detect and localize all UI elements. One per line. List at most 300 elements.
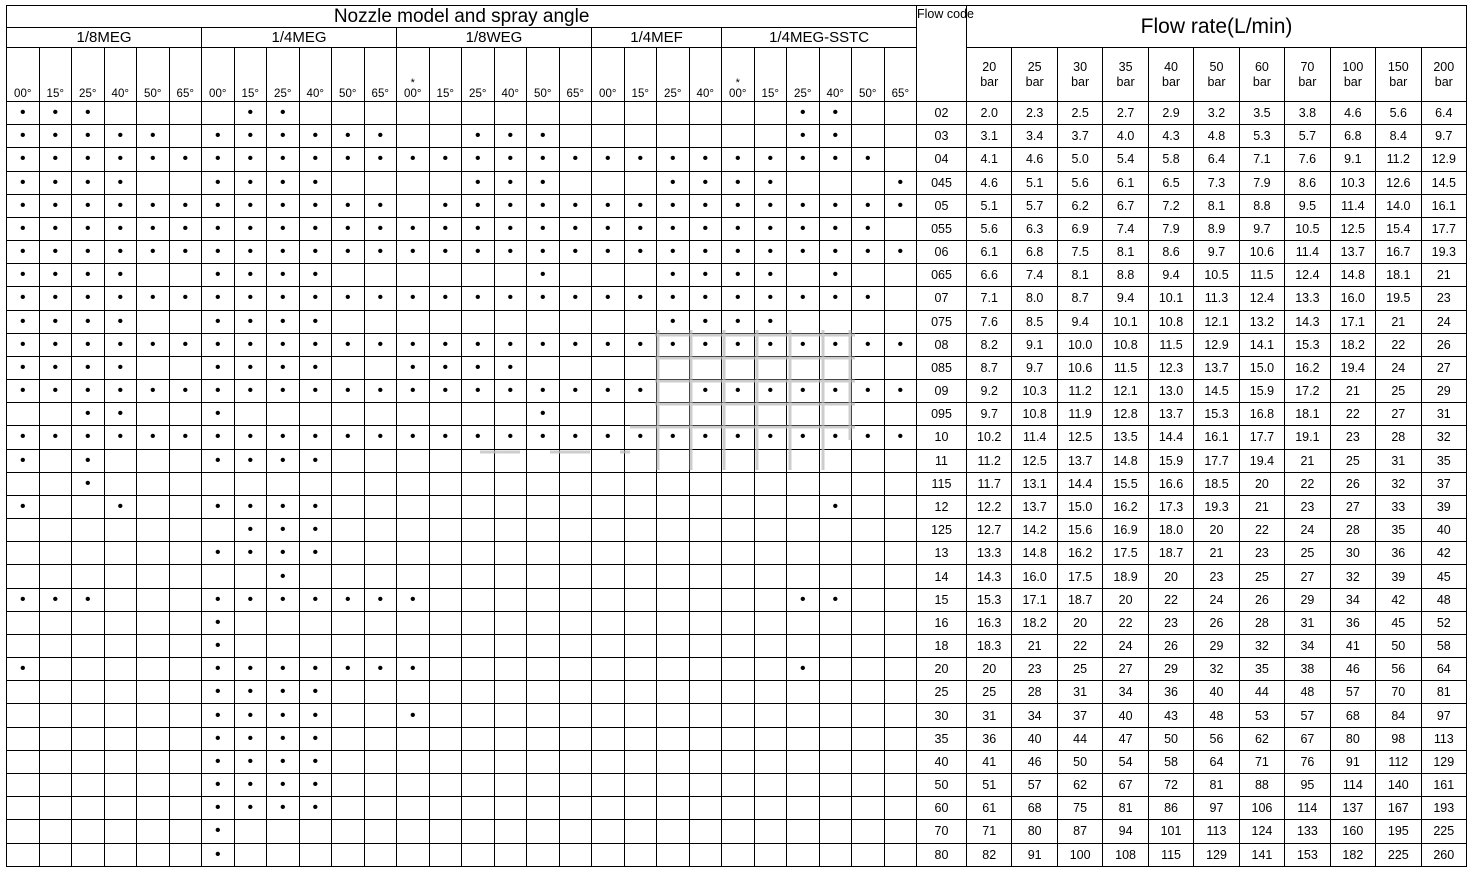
availability-cell: • bbox=[657, 287, 690, 310]
nozzle-row bbox=[7, 426, 917, 449]
flow-value-cell: 32 bbox=[1421, 426, 1467, 449]
flow-value-cell: 20 bbox=[967, 658, 1012, 681]
availability-cell: • bbox=[7, 171, 40, 194]
flow-value-cell: 16.6 bbox=[1148, 472, 1193, 495]
flow-value-cell: 16.1 bbox=[1421, 194, 1467, 217]
flow-code-cell: 075 bbox=[917, 310, 967, 333]
availability-cell: • bbox=[462, 356, 495, 379]
availability-cell: • bbox=[624, 148, 657, 171]
availability-cell bbox=[364, 310, 397, 333]
flow-value-cell: 19.1 bbox=[1285, 426, 1330, 449]
flow-value-cell: 10.0 bbox=[1057, 333, 1102, 356]
flow-value-cell: 11.2 bbox=[1057, 380, 1102, 403]
availability-cell: • bbox=[137, 426, 170, 449]
availability-cell bbox=[169, 797, 202, 820]
availability-cell bbox=[852, 542, 885, 565]
availability-cell: • bbox=[527, 403, 560, 426]
availability-cell bbox=[7, 681, 40, 704]
flow-value-cell: 81 bbox=[1421, 681, 1467, 704]
availability-cell: • bbox=[267, 333, 300, 356]
availability-cell bbox=[137, 588, 170, 611]
availability-cell bbox=[527, 773, 560, 796]
availability-cell: • bbox=[72, 241, 105, 264]
availability-cell bbox=[852, 125, 885, 148]
availability-cell: • bbox=[689, 333, 722, 356]
flow-value-cell: 81 bbox=[1194, 773, 1239, 796]
availability-cell bbox=[592, 634, 625, 657]
availability-cell: • bbox=[494, 194, 527, 217]
flow-value-cell: 18.1 bbox=[1376, 264, 1421, 287]
availability-cell bbox=[592, 681, 625, 704]
availability-cell bbox=[754, 356, 787, 379]
flow-value-cell: 12.1 bbox=[1194, 310, 1239, 333]
availability-cell bbox=[754, 102, 787, 125]
angle-label: 50° bbox=[859, 88, 877, 100]
availability-cell: • bbox=[787, 588, 820, 611]
availability-cell bbox=[592, 797, 625, 820]
availability-cell bbox=[852, 658, 885, 681]
flow-value-cell: 68 bbox=[1012, 797, 1057, 820]
availability-cell bbox=[884, 588, 917, 611]
availability-cell: • bbox=[169, 333, 202, 356]
availability-cell: • bbox=[39, 148, 72, 171]
flow-value-cell: 36 bbox=[967, 727, 1012, 750]
flow-value-cell: 4.6 bbox=[967, 171, 1012, 194]
availability-cell: • bbox=[819, 194, 852, 217]
star-mark: * bbox=[410, 77, 415, 89]
availability-cell: • bbox=[202, 773, 235, 796]
availability-cell: • bbox=[72, 356, 105, 379]
availability-cell bbox=[364, 264, 397, 287]
flow-value-cell: 26 bbox=[1421, 333, 1467, 356]
availability-cell bbox=[624, 681, 657, 704]
flow-row bbox=[917, 264, 1467, 287]
availability-cell: • bbox=[494, 356, 527, 379]
availability-cell bbox=[689, 403, 722, 426]
availability-cell: • bbox=[397, 217, 430, 240]
availability-cell bbox=[462, 102, 495, 125]
availability-cell bbox=[39, 797, 72, 820]
availability-cell: • bbox=[559, 426, 592, 449]
flow-value-cell: 20 bbox=[1239, 472, 1284, 495]
flow-row bbox=[917, 333, 1467, 356]
availability-cell bbox=[657, 704, 690, 727]
availability-cell: • bbox=[527, 125, 560, 148]
availability-cell bbox=[559, 634, 592, 657]
flow-value-cell: 26 bbox=[1194, 611, 1239, 634]
availability-cell: • bbox=[202, 403, 235, 426]
flow-value-cell: 26 bbox=[1330, 472, 1375, 495]
flow-value-cell: 9.7 bbox=[1194, 241, 1239, 264]
flow-value-cell: 153 bbox=[1285, 843, 1330, 866]
availability-cell: • bbox=[494, 426, 527, 449]
availability-cell bbox=[722, 403, 755, 426]
availability-cell: • bbox=[689, 264, 722, 287]
availability-cell bbox=[397, 449, 430, 472]
availability-cell bbox=[72, 820, 105, 843]
availability-cell: • bbox=[397, 148, 430, 171]
availability-cell: • bbox=[462, 241, 495, 264]
flow-row bbox=[917, 125, 1467, 148]
availability-cell: • bbox=[364, 333, 397, 356]
availability-cell: • bbox=[299, 194, 332, 217]
availability-cell bbox=[137, 102, 170, 125]
availability-cell bbox=[494, 634, 527, 657]
flow-value-cell: 12.6 bbox=[1376, 171, 1421, 194]
flow-value-cell: 12.1 bbox=[1103, 380, 1148, 403]
availability-cell: • bbox=[137, 241, 170, 264]
flow-value-cell: 61 bbox=[967, 797, 1012, 820]
availability-cell: • bbox=[267, 264, 300, 287]
flow-value-cell: 21 bbox=[1239, 495, 1284, 518]
availability-cell: • bbox=[7, 194, 40, 217]
flow-value-cell: 17.1 bbox=[1012, 588, 1057, 611]
availability-cell bbox=[527, 472, 560, 495]
flow-code-cell: 095 bbox=[917, 403, 967, 426]
flow-value-cell: 10.6 bbox=[1057, 356, 1102, 379]
availability-cell: • bbox=[559, 380, 592, 403]
flow-value-cell: 88 bbox=[1239, 773, 1284, 796]
availability-cell bbox=[364, 727, 397, 750]
nozzle-row bbox=[7, 542, 917, 565]
availability-cell bbox=[787, 634, 820, 657]
availability-cell bbox=[332, 542, 365, 565]
availability-cell bbox=[39, 750, 72, 773]
flow-value-cell: 22 bbox=[1148, 588, 1193, 611]
availability-cell bbox=[624, 542, 657, 565]
flow-value-cell: 2.5 bbox=[1057, 102, 1102, 125]
availability-cell: • bbox=[462, 217, 495, 240]
availability-cell: • bbox=[722, 264, 755, 287]
availability-cell: • bbox=[104, 495, 137, 518]
flow-code-cell: 07 bbox=[917, 287, 967, 310]
availability-cell: • bbox=[884, 426, 917, 449]
flow-rate-title: Flow rate(L/min) bbox=[967, 6, 1467, 48]
availability-cell: • bbox=[397, 333, 430, 356]
availability-cell bbox=[72, 611, 105, 634]
angle-header bbox=[494, 48, 527, 102]
availability-cell: • bbox=[364, 426, 397, 449]
availability-cell: • bbox=[819, 380, 852, 403]
availability-cell bbox=[137, 681, 170, 704]
flow-value-cell: 18.2 bbox=[1330, 333, 1375, 356]
availability-cell bbox=[722, 542, 755, 565]
availability-cell bbox=[657, 727, 690, 750]
flow-value-cell: 14.0 bbox=[1376, 194, 1421, 217]
availability-cell bbox=[267, 403, 300, 426]
flow-value-cell: 84 bbox=[1376, 704, 1421, 727]
availability-cell bbox=[527, 356, 560, 379]
availability-cell: • bbox=[364, 125, 397, 148]
nozzle-row bbox=[7, 727, 917, 750]
flow-value-cell: 22 bbox=[1057, 634, 1102, 657]
flow-code-cell: 14 bbox=[917, 565, 967, 588]
availability-cell bbox=[462, 472, 495, 495]
availability-cell bbox=[819, 472, 852, 495]
pressure-header: 30 bar bbox=[1057, 48, 1102, 102]
flow-value-cell: 25 bbox=[1330, 449, 1375, 472]
availability-cell: • bbox=[527, 426, 560, 449]
availability-cell bbox=[7, 472, 40, 495]
availability-cell bbox=[624, 565, 657, 588]
availability-cell bbox=[657, 380, 690, 403]
nozzle-row bbox=[7, 241, 917, 264]
angle-header bbox=[559, 48, 592, 102]
flow-value-cell: 8.6 bbox=[1148, 241, 1193, 264]
availability-cell: • bbox=[754, 380, 787, 403]
availability-cell: • bbox=[7, 658, 40, 681]
availability-cell bbox=[39, 681, 72, 704]
availability-cell bbox=[39, 472, 72, 495]
availability-cell: • bbox=[624, 426, 657, 449]
availability-cell bbox=[657, 681, 690, 704]
availability-cell: • bbox=[267, 658, 300, 681]
flow-value-cell: 11.3 bbox=[1194, 287, 1239, 310]
availability-cell: • bbox=[39, 380, 72, 403]
availability-cell: • bbox=[527, 264, 560, 287]
availability-cell: • bbox=[267, 102, 300, 125]
availability-cell: • bbox=[592, 241, 625, 264]
availability-cell: • bbox=[754, 264, 787, 287]
availability-cell bbox=[234, 472, 267, 495]
availability-cell: • bbox=[267, 194, 300, 217]
flow-value-cell: 8.8 bbox=[1239, 194, 1284, 217]
flow-value-cell: 11.5 bbox=[1103, 356, 1148, 379]
nozzle-row bbox=[7, 843, 917, 866]
availability-cell: • bbox=[39, 194, 72, 217]
flow-value-cell: 6.1 bbox=[1103, 171, 1148, 194]
availability-cell: • bbox=[852, 333, 885, 356]
availability-cell bbox=[592, 588, 625, 611]
availability-cell bbox=[754, 820, 787, 843]
availability-cell: • bbox=[299, 542, 332, 565]
flow-value-cell: 15.3 bbox=[1194, 403, 1239, 426]
availability-cell bbox=[852, 773, 885, 796]
flow-value-cell: 67 bbox=[1103, 773, 1148, 796]
flow-value-cell: 80 bbox=[1012, 820, 1057, 843]
availability-cell bbox=[527, 750, 560, 773]
availability-cell bbox=[624, 727, 657, 750]
availability-cell: • bbox=[754, 287, 787, 310]
flow-row bbox=[917, 287, 1467, 310]
availability-cell: • bbox=[7, 102, 40, 125]
availability-cell bbox=[39, 519, 72, 542]
flow-value-cell: 8.2 bbox=[967, 333, 1012, 356]
nozzle-row bbox=[7, 681, 917, 704]
angle-label: 00° bbox=[14, 88, 32, 100]
flow-value-cell: 8.1 bbox=[1194, 194, 1239, 217]
flow-value-cell: 91 bbox=[1330, 750, 1375, 773]
availability-cell: • bbox=[72, 287, 105, 310]
flow-row bbox=[917, 611, 1467, 634]
flow-value-cell: 46 bbox=[1330, 658, 1375, 681]
availability-cell: • bbox=[332, 241, 365, 264]
flow-value-cell: 27 bbox=[1376, 403, 1421, 426]
flow-row bbox=[917, 542, 1467, 565]
flow-value-cell: 37 bbox=[1421, 472, 1467, 495]
availability-cell bbox=[299, 634, 332, 657]
flow-value-cell: 30 bbox=[1330, 542, 1375, 565]
availability-cell: • bbox=[429, 356, 462, 379]
availability-cell bbox=[39, 403, 72, 426]
flow-code-cell: 70 bbox=[917, 820, 967, 843]
availability-cell: • bbox=[39, 217, 72, 240]
availability-cell bbox=[592, 773, 625, 796]
availability-cell: • bbox=[104, 194, 137, 217]
availability-cell: • bbox=[787, 287, 820, 310]
flow-value-cell: 23 bbox=[1148, 611, 1193, 634]
availability-cell bbox=[7, 542, 40, 565]
flow-row bbox=[917, 797, 1467, 820]
flow-value-cell: 23 bbox=[1194, 565, 1239, 588]
flow-value-cell: 29 bbox=[1285, 588, 1330, 611]
availability-cell: • bbox=[234, 797, 267, 820]
angle-header bbox=[234, 48, 267, 102]
availability-cell bbox=[559, 472, 592, 495]
availability-cell: • bbox=[72, 194, 105, 217]
availability-cell bbox=[884, 287, 917, 310]
flow-value-cell: 11.4 bbox=[1012, 426, 1057, 449]
angle-header bbox=[429, 48, 462, 102]
availability-cell bbox=[7, 797, 40, 820]
availability-cell bbox=[494, 264, 527, 287]
availability-cell bbox=[722, 565, 755, 588]
availability-cell bbox=[429, 704, 462, 727]
availability-cell: • bbox=[364, 217, 397, 240]
availability-cell: • bbox=[787, 333, 820, 356]
availability-cell bbox=[104, 820, 137, 843]
availability-cell: • bbox=[462, 194, 495, 217]
flow-value-cell: 9.7 bbox=[1012, 356, 1057, 379]
flow-value-cell: 13.5 bbox=[1103, 426, 1148, 449]
availability-cell bbox=[462, 658, 495, 681]
flow-value-cell: 24 bbox=[1421, 310, 1467, 333]
availability-cell bbox=[429, 750, 462, 773]
availability-cell: • bbox=[39, 102, 72, 125]
angle-header bbox=[202, 48, 235, 102]
flow-value-cell: 23 bbox=[1239, 542, 1284, 565]
availability-cell: • bbox=[234, 658, 267, 681]
availability-cell: • bbox=[559, 194, 592, 217]
flow-row bbox=[917, 403, 1467, 426]
availability-cell: • bbox=[397, 658, 430, 681]
availability-cell bbox=[169, 495, 202, 518]
availability-cell: • bbox=[267, 310, 300, 333]
availability-cell bbox=[494, 704, 527, 727]
availability-cell: • bbox=[527, 148, 560, 171]
availability-cell: • bbox=[657, 333, 690, 356]
availability-cell bbox=[169, 310, 202, 333]
availability-cell bbox=[364, 797, 397, 820]
availability-cell: • bbox=[332, 333, 365, 356]
availability-cell bbox=[364, 820, 397, 843]
pressure-header: 20 bar bbox=[967, 48, 1012, 102]
availability-cell: • bbox=[462, 287, 495, 310]
flow-value-cell: 31 bbox=[1421, 403, 1467, 426]
flow-value-cell: 106 bbox=[1239, 797, 1284, 820]
availability-cell: • bbox=[267, 565, 300, 588]
angle-header bbox=[332, 48, 365, 102]
angle-header bbox=[137, 48, 170, 102]
availability-cell: • bbox=[234, 727, 267, 750]
nozzle-row bbox=[7, 565, 917, 588]
availability-cell bbox=[169, 519, 202, 542]
availability-cell bbox=[429, 310, 462, 333]
flow-value-cell: 57 bbox=[1012, 773, 1057, 796]
flow-row bbox=[917, 588, 1467, 611]
availability-cell: • bbox=[754, 148, 787, 171]
availability-cell bbox=[852, 171, 885, 194]
availability-cell bbox=[39, 542, 72, 565]
availability-cell: • bbox=[202, 588, 235, 611]
availability-cell bbox=[364, 495, 397, 518]
flow-code-cell: 25 bbox=[917, 681, 967, 704]
availability-cell bbox=[202, 102, 235, 125]
availability-cell bbox=[299, 472, 332, 495]
availability-cell bbox=[494, 820, 527, 843]
availability-cell bbox=[397, 843, 430, 866]
availability-cell bbox=[169, 658, 202, 681]
availability-cell bbox=[462, 750, 495, 773]
availability-cell bbox=[689, 125, 722, 148]
flow-value-cell: 13.3 bbox=[1285, 287, 1330, 310]
flow-value-cell: 34 bbox=[1330, 588, 1375, 611]
availability-cell bbox=[7, 611, 40, 634]
flow-value-cell: 3.4 bbox=[1012, 125, 1057, 148]
flow-value-cell: 17.1 bbox=[1330, 310, 1375, 333]
availability-cell: • bbox=[7, 333, 40, 356]
availability-cell bbox=[754, 773, 787, 796]
availability-cell bbox=[852, 472, 885, 495]
availability-cell bbox=[169, 171, 202, 194]
availability-cell bbox=[527, 310, 560, 333]
availability-cell: • bbox=[234, 704, 267, 727]
availability-cell bbox=[624, 356, 657, 379]
availability-cell: • bbox=[819, 148, 852, 171]
availability-cell bbox=[884, 565, 917, 588]
flow-code-cell: 125 bbox=[917, 519, 967, 542]
availability-cell bbox=[462, 264, 495, 287]
availability-cell bbox=[364, 750, 397, 773]
flow-value-cell: 97 bbox=[1194, 797, 1239, 820]
availability-cell bbox=[72, 565, 105, 588]
angle-header bbox=[72, 48, 105, 102]
angle-label: 00° bbox=[599, 88, 617, 100]
availability-cell bbox=[137, 565, 170, 588]
availability-cell bbox=[657, 125, 690, 148]
availability-cell: • bbox=[267, 171, 300, 194]
flow-row bbox=[917, 843, 1467, 866]
availability-cell bbox=[169, 125, 202, 148]
flow-value-cell: 5.7 bbox=[1012, 194, 1057, 217]
availability-cell: • bbox=[559, 217, 592, 240]
availability-cell bbox=[884, 102, 917, 125]
flow-value-cell: 27 bbox=[1330, 495, 1375, 518]
flow-value-cell: 16.1 bbox=[1194, 426, 1239, 449]
availability-cell bbox=[397, 102, 430, 125]
flow-value-cell: 2.0 bbox=[967, 102, 1012, 125]
availability-cell bbox=[462, 681, 495, 704]
availability-cell bbox=[787, 472, 820, 495]
availability-cell: • bbox=[527, 194, 560, 217]
availability-cell: • bbox=[267, 495, 300, 518]
availability-cell bbox=[722, 102, 755, 125]
availability-cell: • bbox=[234, 241, 267, 264]
availability-cell: • bbox=[72, 449, 105, 472]
availability-cell bbox=[689, 565, 722, 588]
availability-cell bbox=[527, 519, 560, 542]
availability-cell bbox=[819, 565, 852, 588]
